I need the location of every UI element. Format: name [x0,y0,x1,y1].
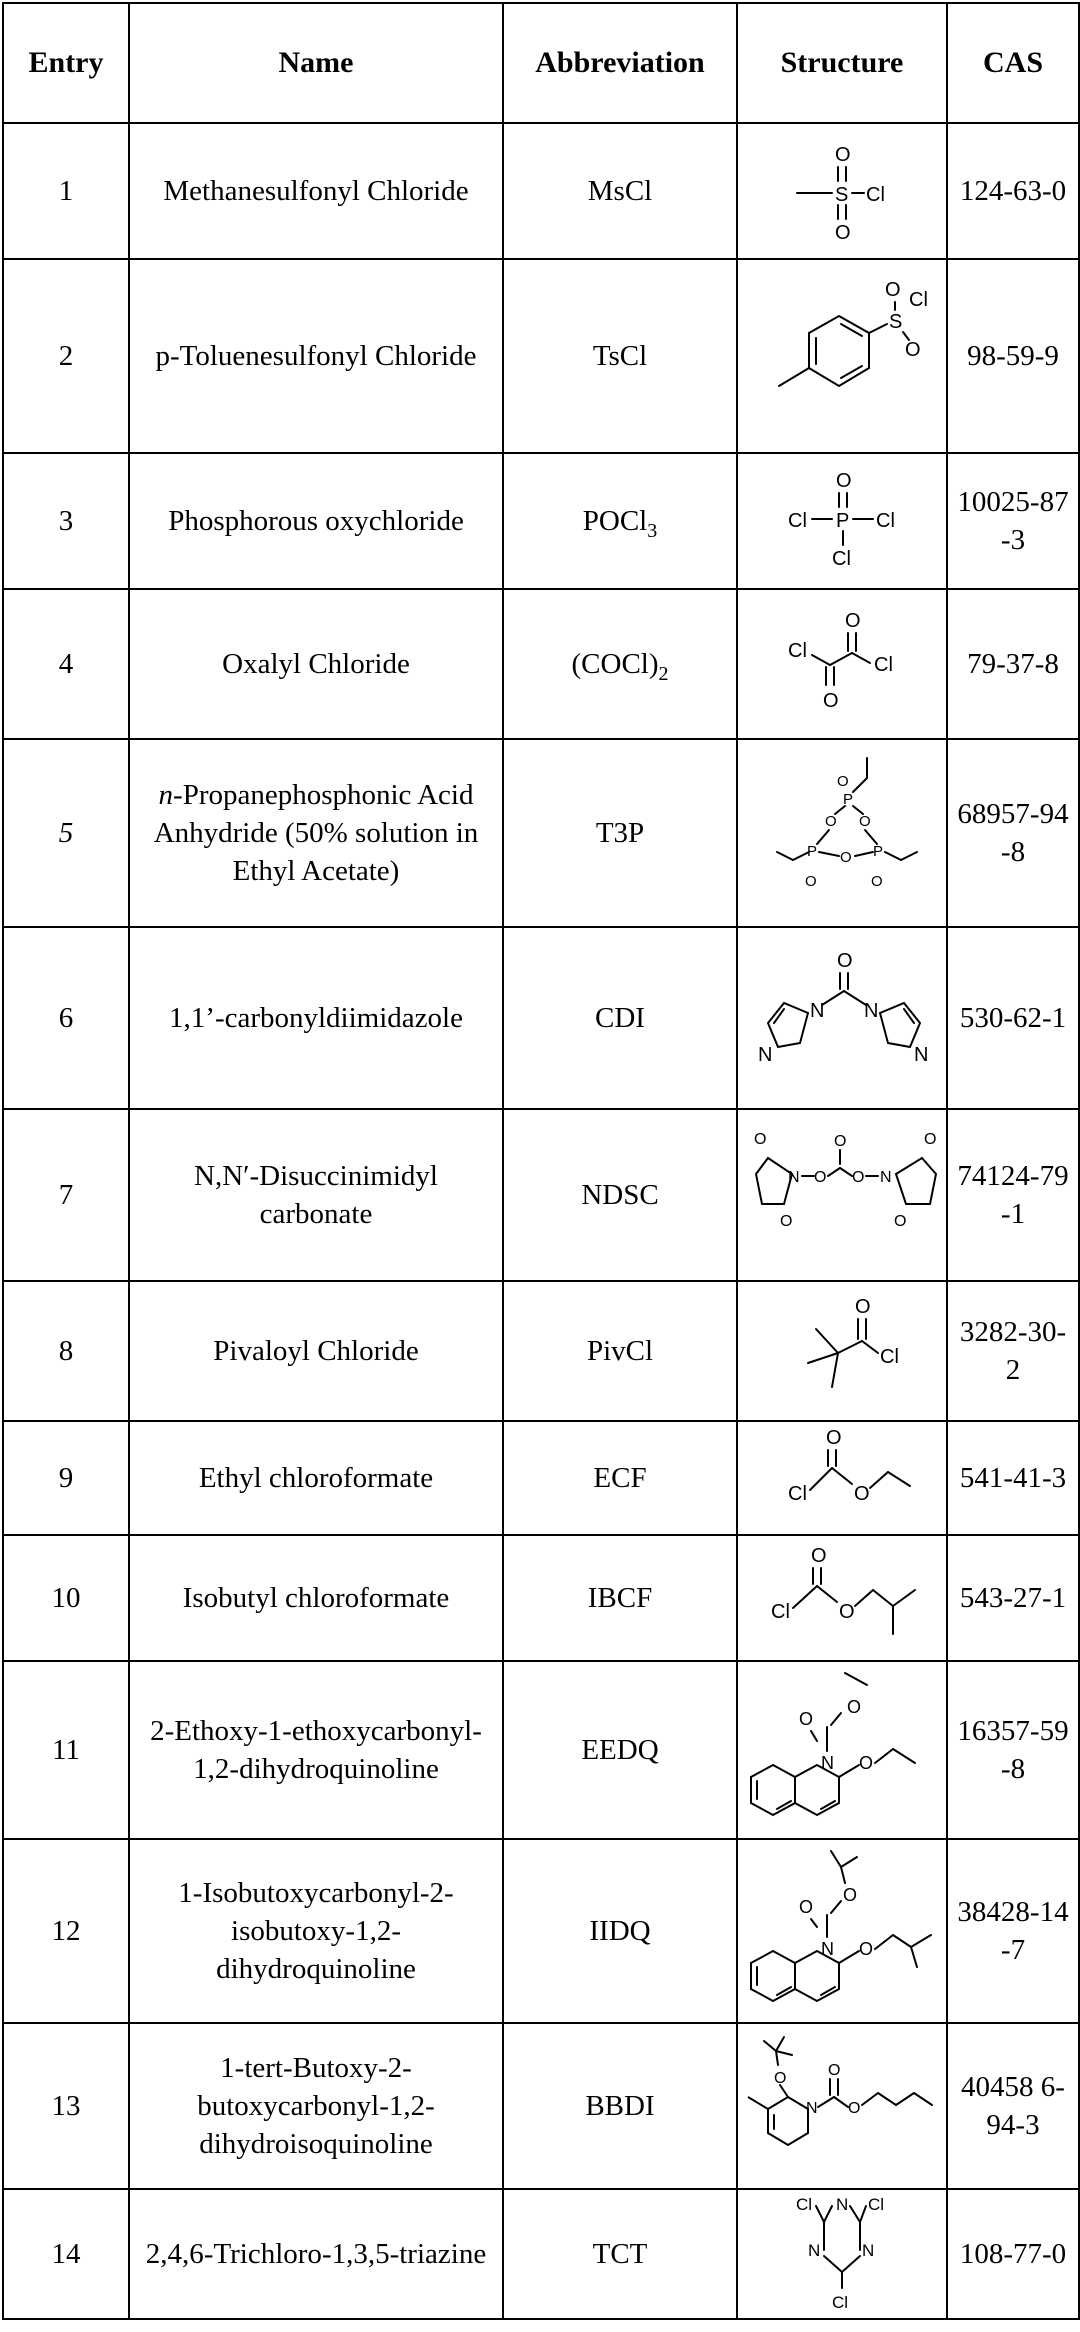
structure-cell [737,589,947,739]
abbreviation-cell: TCT [503,2189,737,2319]
svg-text:Cl: Cl [771,1601,790,1623]
svg-text:Cl: Cl [876,510,895,532]
svg-text:N: N [788,1169,800,1186]
abbreviation-cell [503,589,737,739]
svg-text:O: O [854,1483,870,1505]
svg-text:S: S [889,311,903,333]
cyanuric-chloride-structure-icon [752,2192,932,2316]
abbr-subscript: 2 [658,662,669,685]
name-cell: Methanesulfonyl Chloride [129,123,503,259]
svg-text:O: O [836,470,852,492]
name-cell: 2,4,6-Trichloro-1,3,5-triazine [129,2189,503,2319]
svg-text:O: O [840,849,852,866]
abbreviation-cell: BBDI [503,2023,737,2189]
entry-cell: 11 [3,1661,129,1839]
svg-text:Cl: Cl [880,1346,899,1368]
entry-cell: 4 [3,589,129,739]
table-row [3,259,1079,453]
cas-cell: 10025-87-3 [947,453,1079,589]
svg-text:O: O [837,773,849,790]
svg-text:N: N [808,2241,821,2260]
name-rest: -Propanephosphonic Acid Anhydride (50% solution in Ethyl Acetate) [153,779,479,887]
svg-text:Cl: Cl [909,289,928,311]
name-cell: Phosphorous oxychloride [129,453,503,589]
svg-text:O: O [871,873,883,890]
cas-cell: 74124-79-1 [947,1109,1079,1281]
disuccinimidyl-carbonate-structure-icon [744,1120,948,1270]
svg-text:Cl: Cl [874,654,893,676]
svg-text:O: O [859,1939,874,1959]
table-row [3,1281,1079,1421]
ethyl-chloroformate-structure-icon [752,1424,932,1532]
svg-text:O: O [835,144,851,166]
abbr-main: (COCl) [571,648,659,680]
name-cell: 1,1’-carbonyldiimidazole [129,927,503,1109]
structure-cell [737,1109,947,1281]
name-cell: 2-Ethoxy-1-ethoxycarbonyl-1,2-dihydroquinoline [129,1661,503,1839]
svg-text:N: N [864,1000,879,1022]
svg-text:N: N [880,1169,892,1186]
svg-text:N: N [914,1044,929,1066]
eedq-structure-icon [747,1665,937,1835]
svg-text:Cl: Cl [868,2195,885,2214]
entry-cell: 8 [3,1281,129,1421]
svg-text:Cl: Cl [788,1483,807,1505]
name-cell: Ethyl chloroformate [129,1421,503,1535]
svg-text:O: O [848,2100,861,2117]
cas-cell: 98-59-9 [947,259,1079,453]
entry-cell: 7 [3,1109,129,1281]
svg-text:Cl: Cl [788,510,807,532]
table-row [3,1839,1079,2023]
cas-cell: 3282-30-2 [947,1281,1079,1421]
svg-text:O: O [845,610,861,632]
svg-text:O: O [825,813,837,830]
structure-cell [737,739,947,927]
svg-text:Cl: Cl [866,184,885,206]
svg-text:O: O [894,1213,907,1230]
reagents-table [2,2,1080,2320]
svg-text:O: O [924,1131,937,1148]
cas-cell: 108-77-0 [947,2189,1079,2319]
abbreviation-cell: TsCl [503,259,737,453]
table-row [3,1535,1079,1661]
isobutyl-chloroformate-structure-icon [747,1542,937,1654]
abbreviation-cell: MsCl [503,123,737,259]
cas-cell: 530-62-1 [947,927,1079,1109]
name-prefix: n [158,779,174,811]
table-row [3,2023,1079,2189]
header-abbreviation: Abbreviation [503,3,737,123]
structure-cell [737,2189,947,2319]
structure-cell [737,259,947,453]
svg-text:O: O [837,950,853,972]
structure-cell [737,1661,947,1839]
svg-text:O: O [852,1169,865,1186]
svg-text:O: O [774,2070,787,2087]
carbonyldiimidazole-structure-icon [744,943,944,1093]
abbreviation-cell: T3P [503,739,737,927]
table-row [3,1661,1079,1839]
entry-cell: 13 [3,2023,129,2189]
table-row [3,927,1079,1109]
table-row [3,1421,1079,1535]
header-row [3,3,1079,123]
abbreviation-cell: EEDQ [503,1661,737,1839]
svg-text:O: O [835,222,851,244]
svg-text:N: N [836,2195,849,2214]
abbreviation-cell [503,453,737,589]
cas-cell: 79-37-8 [947,589,1079,739]
cas-cell: 124-63-0 [947,123,1079,259]
header-structure: Structure [737,3,947,123]
structure-cell [737,2023,947,2189]
tosyl-chloride-structure-icon [747,276,937,436]
abbreviation-cell: PivCl [503,1281,737,1421]
svg-text:O: O [805,873,817,890]
entry-cell: 1 [3,123,129,259]
name-cell: N,N′-Disuccinimidyl carbonate [129,1109,503,1281]
structure-cell [737,927,947,1109]
oxalyl-chloride-structure-icon [752,599,932,729]
svg-text:O: O [826,1427,842,1449]
svg-text:O: O [847,1697,862,1717]
table-row [3,739,1079,927]
svg-text:N: N [810,1000,825,1022]
abbreviation-cell: NDSC [503,1109,737,1281]
cas-cell: 68957-94-8 [947,739,1079,927]
svg-text:Cl: Cl [796,2195,813,2214]
entry-number: 5 [58,817,74,849]
svg-text:O: O [855,1296,871,1318]
header-entry: Entry [3,3,129,123]
header-cas: CAS [947,3,1079,123]
svg-text:O: O [859,1753,874,1773]
cas-cell: 541-41-3 [947,1421,1079,1535]
svg-text:O: O [885,279,901,301]
svg-text:O: O [839,1601,855,1623]
entry-cell: 3 [3,453,129,589]
structure-cell [737,123,947,259]
name-cell: 1-tert-Butoxy-2-butoxycarbonyl-1,2-dihydroisoquinoline [129,2023,503,2189]
bbdi-structure-icon [744,2031,944,2181]
cas-cell: 40458 6-94-3 [947,2023,1079,2189]
name-cell: Isobutyl chloroformate [129,1535,503,1661]
pivaloyl-chloride-structure-icon [752,1291,932,1411]
methanesulfonyl-chloride-structure-icon [752,131,932,251]
name-cell: 1-Isobutoxycarbonyl-2-isobutoxy-1,2-dihydroquinoline [129,1839,503,2023]
svg-text:O: O [843,1885,858,1905]
svg-text:P: P [843,791,854,808]
table-row [3,2189,1079,2319]
svg-text:P: P [873,843,884,860]
svg-text:O: O [814,1169,827,1186]
entry-cell [3,739,129,927]
name-cell: Pivaloyl Chloride [129,1281,503,1421]
structure-cell [737,1281,947,1421]
svg-text:O: O [828,2062,841,2079]
table-row [3,589,1079,739]
svg-text:Cl: Cl [832,2293,849,2312]
name-cell: Oxalyl Chloride [129,589,503,739]
structure-cell [737,1839,947,2023]
table-row [3,453,1079,589]
svg-text:N: N [758,1044,773,1066]
svg-text:N: N [821,1753,834,1773]
abbr-main: POCl [582,505,648,537]
abbreviation-cell: IBCF [503,1535,737,1661]
entry-cell: 9 [3,1421,129,1535]
entry-cell: 2 [3,259,129,453]
svg-text:O: O [799,1897,814,1917]
svg-text:N: N [806,2100,818,2117]
svg-text:O: O [754,1131,767,1148]
iidq-structure-icon [747,1843,937,2019]
abbreviation-cell: IIDQ [503,1839,737,2023]
svg-text:O: O [823,690,839,712]
abbr-subscript: 3 [647,519,658,542]
table-row [3,1109,1079,1281]
svg-text:O: O [905,339,921,361]
svg-text:O: O [834,1133,847,1150]
svg-text:Cl: Cl [832,548,851,570]
phosphoryl-chloride-structure-icon [752,461,932,581]
svg-text:O: O [780,1213,793,1230]
cas-cell: 38428-14-7 [947,1839,1079,2023]
header-name: Name [129,3,503,123]
name-cell: p-Toluenesulfonyl Chloride [129,259,503,453]
svg-text:N: N [821,1939,834,1959]
entry-cell: 10 [3,1535,129,1661]
entry-cell: 12 [3,1839,129,2023]
svg-text:O: O [799,1709,814,1729]
svg-text:O: O [811,1545,827,1567]
cas-cell: 16357-59-8 [947,1661,1079,1839]
abbreviation-cell: CDI [503,927,737,1109]
svg-text:S: S [835,184,849,206]
table-row [3,123,1079,259]
abbreviation-cell: ECF [503,1421,737,1535]
svg-text:P: P [836,510,850,532]
t3p-cyclic-anhydride-structure-icon [747,748,937,918]
svg-text:O: O [859,813,871,830]
svg-text:Cl: Cl [788,640,807,662]
structure-cell [737,453,947,589]
entry-cell: 6 [3,927,129,1109]
structure-cell [737,1535,947,1661]
cas-cell: 543-27-1 [947,1535,1079,1661]
name-cell [129,739,503,927]
entry-cell: 14 [3,2189,129,2319]
svg-text:N: N [862,2241,875,2260]
svg-text:P: P [807,843,818,860]
structure-cell [737,1421,947,1535]
